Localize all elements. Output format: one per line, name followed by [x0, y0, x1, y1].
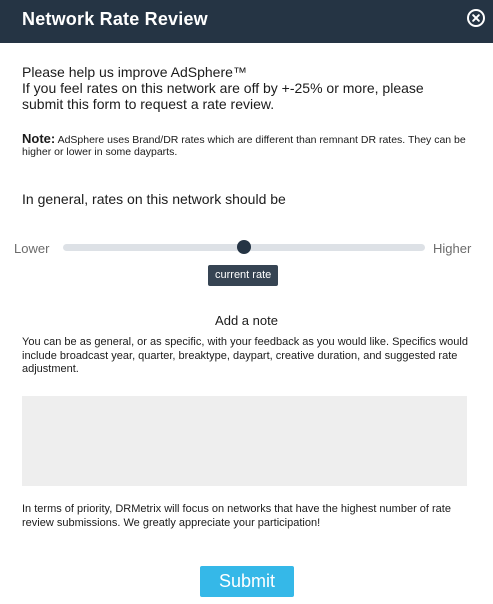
note-label: Note:: [22, 131, 56, 146]
add-note-heading: Add a note: [215, 313, 278, 328]
slider-lower-label: Lower: [14, 241, 50, 256]
intro-text: [22, 64, 462, 112]
note-instructions: You can be as general, or as specific, with your feedback as you would like. Specifics would include broadcast year, quarter, breaktype, daypart, creative duration, and suggested rate adjustment.: [22, 336, 468, 375]
dialog-title: Network Rate Review: [22, 9, 208, 29]
intro-line-1: Please help us improve AdSphere™: [22, 64, 247, 80]
note-text: AdSphere uses Brand/DR rates which are different than remnant DR rates. They can be higher or lower in some dayparts.: [22, 134, 466, 158]
note-block: [22, 133, 472, 158]
submit-button[interactable]: Submit: [200, 566, 294, 597]
priority-text: In terms of priority, DRMetrix will focus on networks that have the highest number of rate review submissions. We greatly appreciate your participation!: [22, 503, 451, 529]
close-icon[interactable]: [467, 9, 485, 27]
note-textarea[interactable]: [22, 396, 467, 486]
rate-question: In general, rates on this network should be: [22, 191, 286, 207]
intro-line-2: If you feel rates on this network are off by +-25% or more, please: [22, 80, 424, 96]
slider-higher-label: Higher: [433, 241, 472, 256]
dialog-header: [0, 0, 493, 43]
rate-slider-handle[interactable]: [237, 240, 251, 254]
current-rate-tooltip: current rate: [208, 265, 278, 286]
intro-line-3: submit this form to request a rate review.: [22, 96, 275, 112]
